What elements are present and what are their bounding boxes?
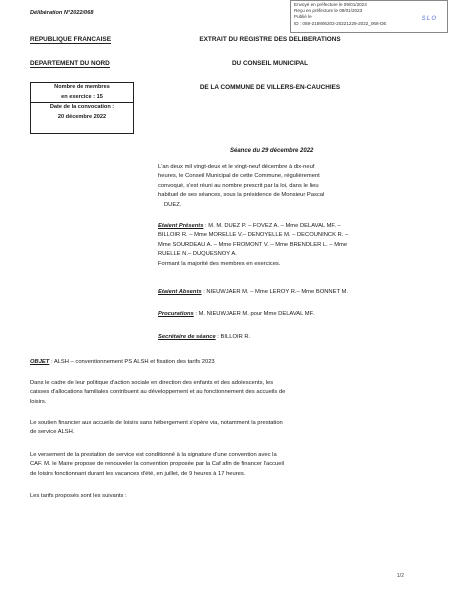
presents-line: Mme SOURDEAU A. – Mme FROMONT V. – Mme BRENDLER L. – Mme [158,241,348,248]
intro-paragraph [158,163,408,210]
body-line: caisses d'allocations familiales contribuent au développement et au fonctionnement des accueils de [30,389,286,396]
body-line: Le soutien financier aux accueils de loisirs sans hébergement s'opère via, notamment la prestation [30,420,283,426]
stamp-line-id: ID : 059-215906203-20221229-2022_068-DE [294,20,387,26]
page-number: 1/2 [396,573,404,579]
conseil-title: DU CONSEIL MUNICIPAL [231,60,309,67]
deliberation-number: Délibération N°2022/068 [30,10,94,16]
seance-date: Séance du 29 décembre 2022 [230,148,314,154]
absents-label: Etaient Absents [158,289,202,295]
slo-logo: SLO [421,16,437,22]
body-line: Les tarifs proposés sont les suivants : [30,493,127,499]
prefecture-stamp [290,0,448,33]
members-line-1: Nombre de membres [54,84,110,90]
intro-line: habituel de ses séances, sous la présidence de Monsieur Pascal [158,192,325,199]
intro-line: heures, le Conseil Municipal de cette Commune, régulièrement [158,173,320,180]
presents-line: BILLOIR R. – Mme MORELLE V.– DENOYELLE M. – DECOUNINCK R. – [158,232,349,239]
stamp-line-published: Publié le [294,14,312,20]
body-line: CAF. M. le Maire propose de renouveler la convention proposée par la Caf afin de financer l'accueil [30,461,285,468]
majorite-line: Formant la majorité des membres en exercices. [158,260,281,267]
body-line: loisirs. [30,398,47,405]
objet-line [30,359,215,365]
procurations-text: : M. NIEUWJAER M. pour Mme DELAVAL MF. [193,311,315,317]
body-paragraph-3 [30,451,428,479]
republique-label: REPUBLIQUE FRANCAISE [30,36,111,43]
members-box [30,82,134,134]
stamp-line-sent: Envoyé en préfecture le 09/01/2023 [294,2,367,7]
body-line: Dans le cadre de leur politique d'action sociale en direction des enfants et des adolescents, les [30,380,274,386]
presents-label: Etaient Présents [158,223,204,229]
presents-line: RUELLE N.– DUQUESNOY A. [158,251,237,258]
presents-block [158,222,420,269]
extrait-title: EXTRAIT DU REGISTRE DES DELIBERATIONS [199,36,341,43]
secretaire-text: : BILLOIR R. [215,334,251,340]
departement-label: DEPARTEMENT DU NORD [30,60,110,67]
secretaire-label: Secrétaire de séance [158,334,216,340]
body-line: Le versement de la prestation de service est conditionné à la signature d'une convention avec la [30,452,277,458]
body-paragraph-1 [30,379,428,407]
presents-line: : M. M. DUEZ P. – FOVEZ A. – Mme DELAVAL MF. – [203,223,341,229]
intro-line: convoqué, s'est réuni au nombre prescrit par la loi, dans le lieu [158,182,319,189]
commune-title: DE LA COMMUNE DE VILLERS-EN-CAUCHIES [199,84,341,91]
body-line: de service ALSH. [30,429,75,436]
objet-text: : ALSH – conventionnement PS ALSH et fixation des tarifs 2023 [49,359,215,365]
members-line-2: en exercice : 15 [61,93,103,100]
intro-line: L'an deux mil vingt-deux et le vingt-neuf décembre à dix-neuf [158,164,315,170]
body-paragraph-4 [30,492,428,501]
secretaire-block [158,333,420,342]
convocation-line-1: Date de la convocation : [31,102,133,113]
body-line: de loisirs fonctionnant durant les vacances d'été, en juillet, de 9 heures à 17 heures. [30,470,246,477]
intro-line: DUEZ. [164,201,182,208]
absents-text: : NIEUWJAER M. – Mme LEROY R.– Mme BONNET M. [201,289,348,295]
convocation-line-2: 20 décembre 2022 [57,113,107,120]
absents-block [158,288,420,297]
objet-label: OBJET [30,359,50,365]
stamp-line-received: Reçu en préfecture le 09/01/2023 [294,8,363,14]
body-paragraph-2 [30,419,428,438]
procurations-block [158,310,420,319]
procurations-label: Procurations [158,311,194,317]
